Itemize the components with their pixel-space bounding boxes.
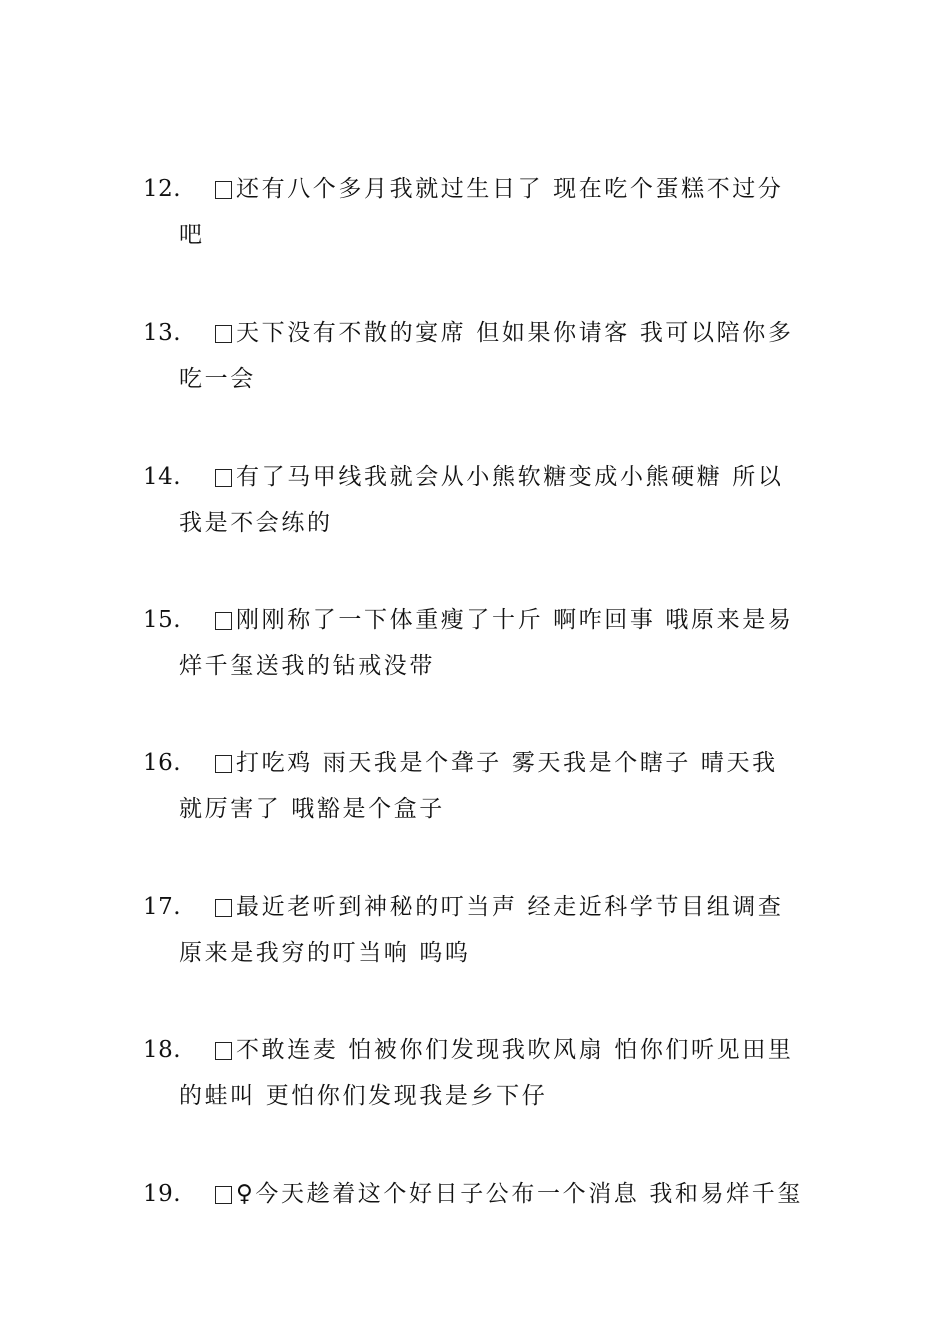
item-number: 12. (143, 176, 182, 202)
checkbox-glyph-icon (215, 1042, 232, 1060)
item-text-line2: 我是不会练的 (179, 510, 333, 536)
list-item-18 (143, 1027, 813, 1119)
item-text-line1: 最近老听到神秘的叮当声 经走近科学节目组调查 (236, 894, 784, 920)
checkbox-glyph-icon (215, 325, 232, 343)
item-text-line2: 的蛙叫 更怕你们发现我是乡下仔 (179, 1083, 548, 1109)
item-number: 14. (143, 464, 182, 490)
item-text-line2: 吃一会 (179, 366, 256, 392)
item-text-line1: 还有八个多月我就过生日了 现在吃个蛋糕不过分 (236, 176, 784, 202)
item-text-line1: 不敢连麦 怕被你们发现我吹风扇 怕你们听见田里 (236, 1037, 794, 1063)
item-text-line2: 原来是我穷的叮当响 呜呜 (179, 940, 471, 966)
item-text-line2: 吧 (179, 222, 205, 248)
list-item-12 (143, 166, 813, 258)
checkbox-glyph-icon (215, 181, 232, 199)
list-item-17 (143, 884, 813, 976)
item-number: 16. (143, 750, 182, 776)
item-number: 18. (143, 1037, 182, 1063)
checkbox-glyph-icon (215, 612, 232, 630)
checkbox-glyph-icon (215, 755, 232, 773)
item-text-line1: 有了马甲线我就会从小熊软糖变成小熊硬糖 所以 (236, 464, 784, 490)
checkbox-glyph-icon (215, 1186, 232, 1204)
item-text-line1: 打吃鸡 雨天我是个聋子 雾天我是个瞎子 晴天我 (236, 750, 778, 776)
list-item-13 (143, 310, 813, 402)
checkbox-glyph-icon (215, 469, 232, 487)
item-number: 19. (143, 1181, 182, 1207)
item-number: 17. (143, 894, 182, 920)
item-text-line2: 烊千玺送我的钻戒没带 (179, 653, 435, 679)
list-item-16 (143, 740, 813, 832)
list-item-15 (143, 597, 813, 689)
item-text-line1: 天下没有不散的宴席 但如果你请客 我可以陪你多 (236, 320, 794, 346)
item-text-line2: 就厉害了 哦豁是个盒子 (179, 796, 445, 822)
item-text-line1: ♀今天趁着这个好日子公布一个消息 我和易烊千玺 (236, 1181, 803, 1207)
list-item-19 (143, 1171, 813, 1217)
item-number: 13. (143, 320, 182, 346)
item-text-line1: 刚刚称了一下体重瘦了十斤 啊咋回事 哦原来是易 (236, 607, 794, 633)
checkbox-glyph-icon (215, 899, 232, 917)
list-item-14 (143, 454, 813, 546)
item-number: 15. (143, 607, 182, 633)
